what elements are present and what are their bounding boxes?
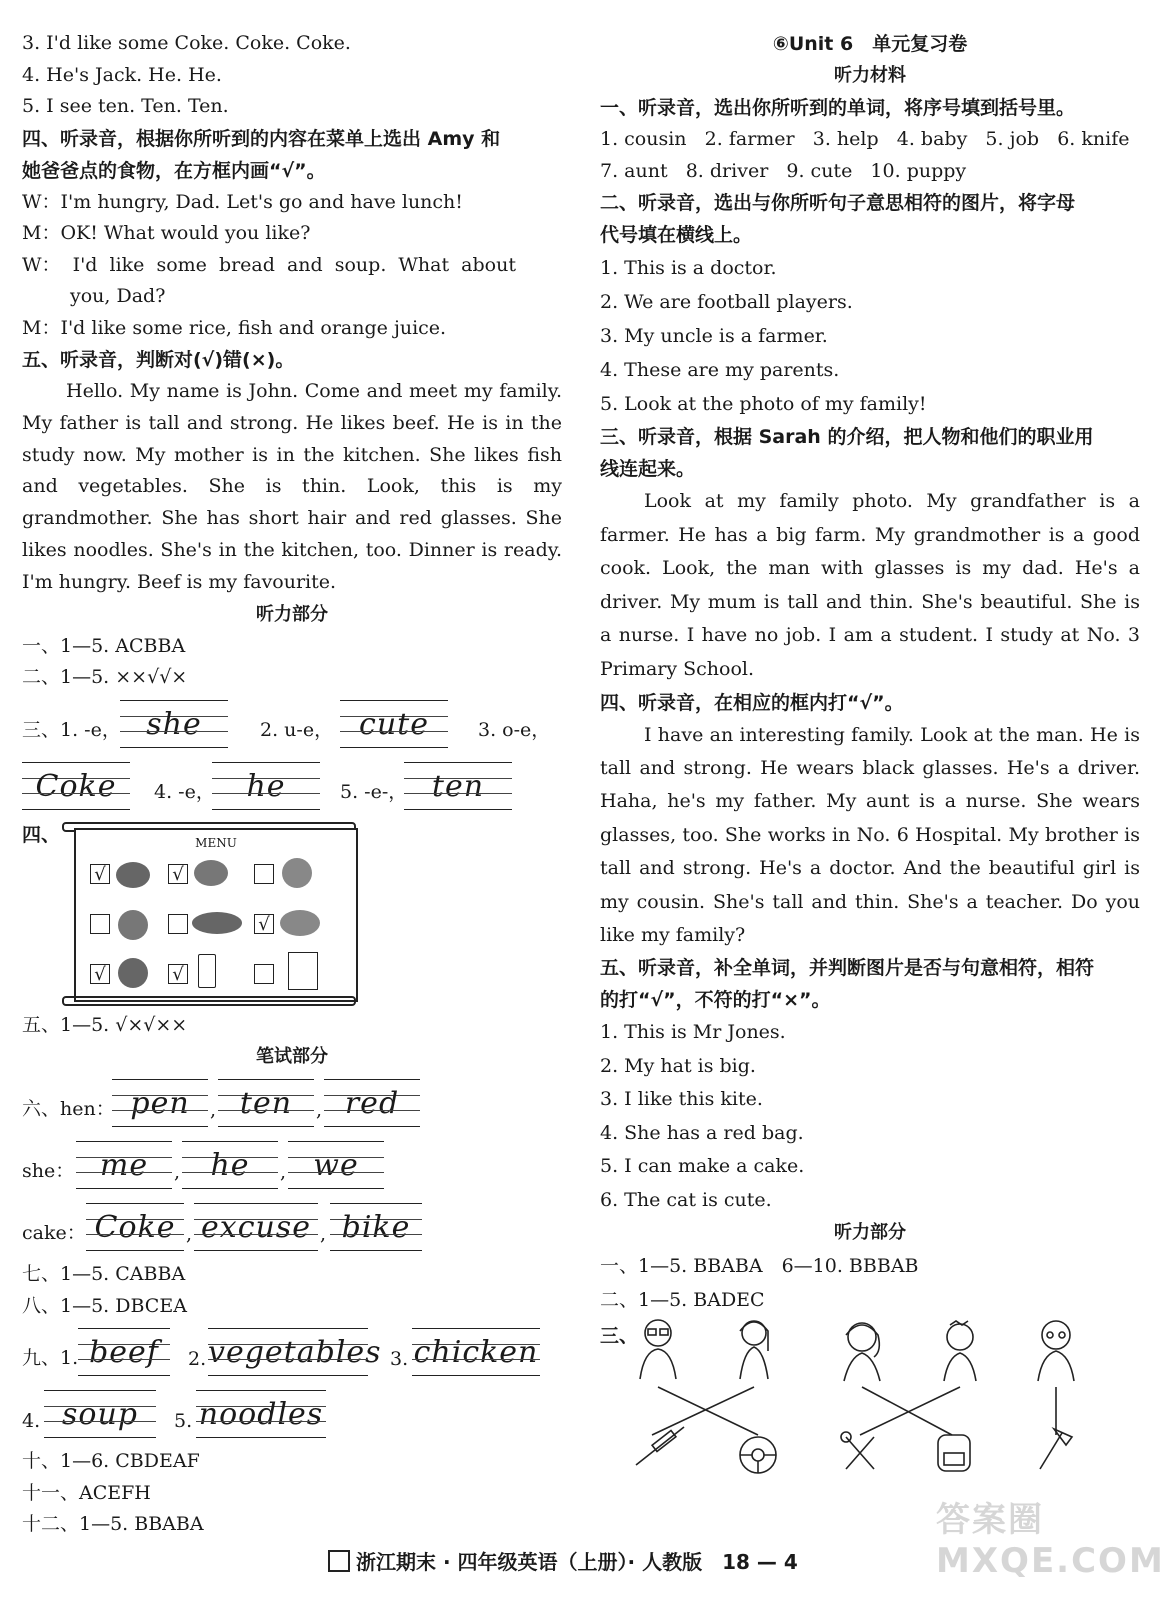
- unit-title: ⑥Unit 6 单元复习卷: [772, 33, 968, 55]
- q5-sentence: 5. I can make a cake.: [600, 1155, 805, 1178]
- answer-1: 一、1—5. ACBBA: [22, 634, 186, 657]
- matching-figure: [600, 1317, 1120, 1477]
- steering-wheel-icon: [740, 1437, 776, 1473]
- menu-checkbox: [254, 864, 274, 884]
- dialog-line: W： I'd like some bread and soup. What about: [22, 253, 516, 276]
- q3-title-cont: 线连起来。: [600, 458, 696, 480]
- comma: ,: [320, 1223, 327, 1246]
- dialog-line: you, Dad?: [70, 285, 166, 307]
- script-line: 3. I'd like some Coke. Coke. Coke.: [22, 32, 351, 54]
- q5-title: 五、听录音，判断对(√)错(×)。: [22, 349, 295, 371]
- menu-checkbox: √: [168, 964, 188, 984]
- handwritten-blank: [324, 1079, 420, 1127]
- q5-sentence: 1. This is Mr Jones.: [600, 1021, 786, 1044]
- q5-sentence: 3. I like this kite.: [600, 1088, 763, 1111]
- cooking-tools-icon: [841, 1432, 874, 1469]
- handwritten-word: vegetables: [208, 1335, 382, 1371]
- left-column: [22, 28, 562, 1541]
- menu-checkbox: √: [90, 964, 110, 984]
- answer-10: 十、1—6. CBDEAF: [22, 1450, 200, 1473]
- handwritten-blank: [288, 1141, 384, 1189]
- handwritten-word: we: [313, 1148, 359, 1184]
- answer-3-label: 三、1. -e，: [22, 718, 121, 741]
- answer-2: 二、1—5. BADEC: [600, 1289, 765, 1312]
- handwritten-blank: [330, 1203, 422, 1251]
- handwritten-word: beef: [89, 1335, 159, 1371]
- menu-checkbox: [254, 964, 274, 984]
- q5-title: 五、听录音，补全单词，并判断图片是否与句意相符，相符: [600, 957, 1095, 980]
- handwritten-blank: [78, 1328, 170, 1376]
- handwritten-blank: [76, 1141, 172, 1189]
- menu-checkbox: √: [168, 864, 188, 884]
- handwritten-word: pen: [130, 1086, 190, 1122]
- q3-title: 三、听录音，根据 Sarah 的介绍，把人物和他们的职业用: [600, 426, 1094, 448]
- answer-3-label: 3. o-e，: [478, 718, 551, 741]
- answer-6-label: she：: [22, 1160, 75, 1183]
- q2-title: 二、听录音，选出与你所听句子意思相符的图片，将字母: [600, 192, 1076, 214]
- q5-sentence: 2. My hat is big.: [600, 1054, 756, 1077]
- answer-6-she: [22, 1135, 562, 1197]
- dish-icon: [282, 858, 312, 888]
- q4-passage: I have an interesting family. Look at the man. He is tall and strong. He wears black glasses. He's a driver. Haha, he's my father. My aunt is a nurse. She wears glasses, too. She works in No. 6 Hospital. My brother is tall and strong. He's a doctor. And the beautiful girl is my cousin. She's tall and thin. She's a teacher. Do you like my family?: [600, 723, 1140, 946]
- answer-9-label: 3.: [390, 1348, 409, 1371]
- answer-1: 一、1—5. BBABA 6—10. BBBAB: [600, 1255, 919, 1278]
- dialog-line: M：I'd like some rice, fish and orange juice.: [22, 316, 447, 339]
- handwritten-blank: [412, 1328, 540, 1376]
- q1-title: 一、听录音，选出你所听到的单词，将序号填到括号里。: [600, 97, 1076, 119]
- listening-heading: 听力部分: [834, 1222, 906, 1244]
- comma: ,: [316, 1099, 323, 1122]
- script-line: 5. I see ten. Ten. Ten.: [22, 95, 229, 117]
- handwritten-word: Coke: [94, 1210, 176, 1246]
- handwritten-blank: [404, 762, 512, 810]
- script-line: 4. He's Jack. He. He.: [22, 63, 222, 86]
- answer-6-hen: [22, 1073, 562, 1135]
- handwritten-blank: [120, 700, 228, 748]
- handwritten-word: she: [146, 706, 202, 742]
- handwritten-word: ten: [239, 1086, 293, 1122]
- q5-sentence: 4. She has a red bag.: [600, 1121, 804, 1144]
- handwritten-blank: [22, 762, 130, 810]
- handwritten-blank: [112, 1079, 208, 1127]
- answer-6-label: cake：: [22, 1222, 86, 1245]
- handwritten-word: cute: [359, 706, 429, 742]
- answer-9-row1: [22, 1322, 562, 1384]
- q1-words: 1. cousin 2. farmer 3. help 4. baby 5. job 6. knife: [600, 128, 1130, 150]
- q2-sentence: 5. Look at the photo of my family!: [600, 393, 927, 415]
- answer-7: 七、1—5. CABBA: [22, 1263, 186, 1286]
- answer-3-row1: [22, 694, 562, 756]
- answer-4-label: 四、: [22, 823, 61, 846]
- material-heading: 听力材料: [834, 65, 906, 86]
- dialog-line: W：I'm hungry, Dad. Let's go and have lunch!: [22, 190, 463, 213]
- footer-text: 浙江期末 · 四年级英语（上册）· 人教版 18 — 4: [356, 1550, 798, 1574]
- menu-title: MENU: [195, 835, 237, 850]
- q2-sentence: 2. We are football players.: [600, 291, 853, 313]
- q5-sentence: 6. The cat is cute.: [600, 1188, 772, 1211]
- watermark: [936, 1492, 1165, 1592]
- answer-3-label: 4. -e，: [154, 780, 215, 803]
- boy-icon: [944, 1321, 976, 1381]
- handwritten-word: red: [344, 1086, 400, 1122]
- answer-3-label: 2. u-e，: [260, 718, 334, 741]
- menu-checkbox: [168, 914, 188, 934]
- handwritten-word: he: [246, 768, 286, 804]
- answer-6-label: 六、hen：: [22, 1098, 115, 1121]
- listening-heading: 听力部分: [256, 603, 328, 625]
- soup-icon: [118, 958, 148, 988]
- answer-11: 十一、ACEFH: [22, 1481, 151, 1504]
- watermark-text: 答案圈 MXQE.COM: [936, 1500, 1165, 1581]
- handwritten-blank: [208, 1328, 382, 1376]
- answer-4-block: [22, 818, 562, 1010]
- noodles-icon: [118, 910, 148, 940]
- handwritten-blank: [196, 1390, 326, 1438]
- answer-3-matching: [600, 1317, 1140, 1477]
- handwritten-blank: [212, 762, 320, 810]
- q4-title: 四、听录音，根据你所听到的内容在菜单上选出 Amy 和: [22, 127, 501, 150]
- answer-9-label: 2.: [188, 1348, 207, 1371]
- handwritten-word: me: [99, 1148, 149, 1184]
- juice-icon: [198, 954, 216, 988]
- q2-title-cont: 代号填在横线上。: [600, 224, 753, 246]
- q4-title: 四、听录音，在相应的框内打“√”。: [600, 691, 904, 714]
- handwritten-blank: [44, 1390, 156, 1438]
- syringe-icon: [636, 1427, 684, 1465]
- q4-title-cont: 她爸爸点的食物，在方框内画“√”。: [22, 159, 326, 182]
- comma: ,: [174, 1161, 181, 1184]
- milk-icon: [288, 952, 318, 990]
- answer-8: 八、1—5. DBCEA: [22, 1294, 187, 1317]
- handwritten-word: Coke: [35, 768, 117, 804]
- rice-bowl-icon: [194, 860, 228, 886]
- answer-9-row2: [22, 1384, 562, 1446]
- q5-title-cont: 的打“√”，不符的打“×”。: [600, 989, 831, 1012]
- handwritten-blank: [86, 1203, 184, 1251]
- menu-card: [74, 828, 358, 1002]
- match-line: [658, 1387, 758, 1435]
- answer-9-label: 5.: [174, 1410, 193, 1433]
- bread-icon: [116, 862, 150, 888]
- q2-sentence: 4. These are my parents.: [600, 359, 840, 381]
- mum-icon: [740, 1321, 768, 1379]
- dad-icon: [640, 1320, 676, 1379]
- page-footer: [328, 1544, 848, 1578]
- handwritten-word: excuse: [201, 1210, 311, 1246]
- written-heading: 笔试部分: [256, 1046, 328, 1068]
- q3-passage: Look at my family photo. My grandfather is a farmer. He has a big farm. My grandmother is a good cook. Look, the man with glasses is my dad. He's a driver. My mum is tall and thin. She's beautiful. She is a nurse. I have no job. I am a student. I study at No. 3 Primary School.: [600, 490, 1140, 680]
- answer-2: 二、1—5. ××√√×: [22, 666, 188, 689]
- answer-3-label: 三、: [600, 1325, 639, 1348]
- answer-6-cake: [22, 1197, 562, 1259]
- answer-5: 五、1—5. √×√××: [22, 1013, 188, 1036]
- q2-sentence: 3. My uncle is a farmer.: [600, 325, 828, 347]
- dialog-line: M：OK! What would you like?: [22, 222, 311, 244]
- footer-square-icon: [328, 1550, 350, 1572]
- answer-9-label: 九、1.: [22, 1347, 79, 1370]
- comma: ,: [210, 1099, 217, 1122]
- answer-3-row2: [22, 756, 562, 818]
- q1-words: 7. aunt 8. driver 9. cute 10. puppy: [600, 159, 967, 182]
- q5-passage: Hello. My name is John. Come and meet my family. My father is tall and strong. He likes beef. He is in the study now. My mother is in the kitchen. She likes fish and vegetables. She is thin. Look, this is my grandmother. She has short hair and red glasses. She likes noodles. She's in the kitchen, too. Dinner is ready. I'm hungry. Beef is my favourite.: [22, 380, 562, 593]
- handwritten-blank: [218, 1079, 314, 1127]
- handwritten-word: chicken: [413, 1335, 539, 1371]
- handwritten-blank: [182, 1141, 278, 1189]
- handwritten-word: bike: [341, 1210, 411, 1246]
- handwritten-word: ten: [431, 768, 485, 804]
- right-column: [600, 28, 1140, 1477]
- handwritten-blank: [194, 1203, 318, 1251]
- match-line: [652, 1387, 754, 1435]
- q2-sentence: 1. This is a doctor.: [600, 257, 777, 279]
- comma: ,: [280, 1161, 287, 1184]
- grandpa-icon: [1038, 1321, 1074, 1381]
- handwritten-word: noodles: [198, 1397, 324, 1433]
- handwritten-word: he: [210, 1148, 250, 1184]
- scroll-bottom: [62, 996, 356, 1006]
- girl-icon: [844, 1323, 880, 1381]
- backpack-icon: [938, 1435, 970, 1471]
- vegetables-icon: [192, 912, 242, 934]
- handwritten-blank: [340, 700, 448, 748]
- menu-checkbox: √: [90, 864, 110, 884]
- comma: ,: [186, 1223, 193, 1246]
- answer-3-label: 5. -e-，: [340, 780, 408, 803]
- menu-checkbox: √: [254, 914, 274, 934]
- menu-checkbox: [90, 914, 110, 934]
- answer-12: 十二、1—5. BBABA: [22, 1513, 204, 1536]
- handwritten-word: soup: [62, 1397, 138, 1433]
- answer-9-label: 4.: [22, 1410, 41, 1433]
- fish-icon: [280, 910, 320, 936]
